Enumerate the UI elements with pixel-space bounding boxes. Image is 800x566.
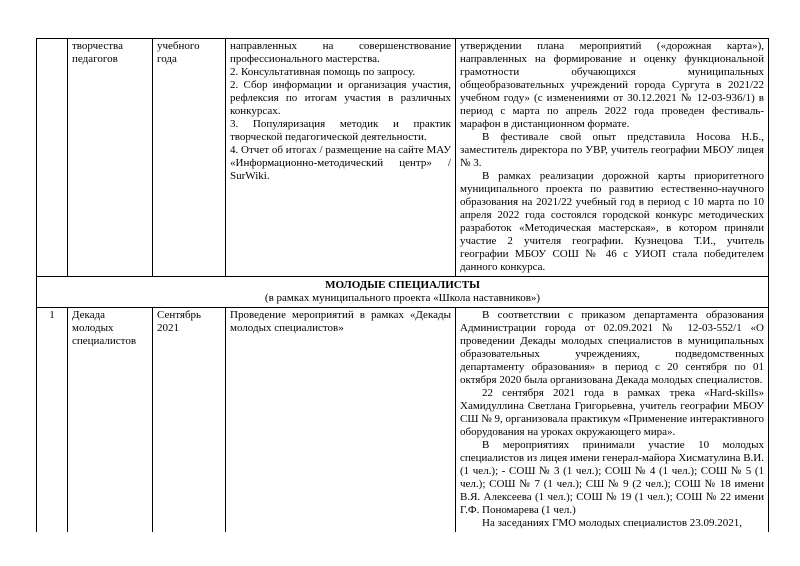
activity-paragraph: направленных на совершенствование профессионального мастерства. [230,40,451,65]
activity-paragraph: Проведение мероприятий в рамках «Декады молодых специалистов» [230,309,451,334]
cell-result [456,308,769,533]
table-row-1 [37,308,769,533]
report-table [36,38,769,532]
cell-row-number: 1 [37,308,68,533]
section-header-row [37,277,769,308]
result-paragraph: В соответствии с приказом департамента образования Администрации города от 02.09.2021 № 12-03-552/1 «О проведении Декады молодых специалистов в муниципальных образовательных учреждениях, подведомственных департаменту образования» в период с 20 сентября по 01 октября 2020 была организована Декада молодых специалистов. [460,309,764,386]
result-paragraph: На заседаниях ГМО молодых специалистов 23.09.2021, [482,517,743,529]
result-paragraph: В рамках реализации дорожной карты приоритетного муниципального проекта по развитию естественно-научного образования на 2021/22 учебный год в период с 10 марта по 10 апреля 2022 года состоялся городской конкурс методических разработок «Методическая мастерская», в котором приняли участие 2 учителя географии. Кузнецова Т.И., учитель географии МБОУ СОШ № 46 с УИОП стала победителем данного конкурса. [460,170,764,273]
activity-paragraph: 2. Консультативная помощь по запросу. [230,66,416,78]
cell-direction: творчества педагогов [68,39,153,277]
cell-row-number [37,39,68,277]
result-paragraph: В мероприятиях принимали участие 10 молодых специалистов из лицея имени генерал-майора Хисматулина В.И. (1 чел.); - СОШ № 3 (1 чел.); СОШ № 4 (1 чел.); СОШ № 5 (1 чел.); СОШ № 7 (1 чел.); СШ № 9 (2 чел.); СОШ № 18 имени В.Я. Алексеева (1 чел.); СОШ № 19 (1 чел.); СОШ № 22 имени Г.Ф. Пономарева (1 чел.) [460,439,764,516]
cell-period: учебного года [153,39,226,277]
cell-activities [226,39,456,277]
table-row-continuation [37,39,769,277]
section-subtitle: (в рамках муниципального проекта «Школа наставников») [264,292,541,304]
result-paragraph: В фестивале свой опыт представила Носова Н.Б., заместитель директора по УВР, учитель географии МБОУ лицея № 3. [460,131,764,169]
result-paragraph: 22 сентября 2021 года в рамках трека «Hard-skills» Хамидуллина Светлана Григорьевна, учитель географии МБОУ СШ № 9, организовала практикум «Применение интерактивного оборудования на уроках окружающего мира». [460,387,764,438]
cell-event-name: Декада молодых специалистов [68,308,153,533]
result-paragraph: утверждении плана мероприятий («дорожная карта»), направленных на формирование и оценку функциональной грамотности обучающихся муниципальных общеобразовательных учреждений города Сургута в 2021/22 учебном году» (с изменениями от 30.12.2021 № 12-03-936/1) в период с марта по апрель 2022 года проведен фестиваль-марафон в дистанционном формате. [460,40,764,130]
section-title: МОЛОДЫЕ СПЕЦИАЛИСТЫ [325,279,480,291]
cell-period: Сентябрь 2021 [153,308,226,533]
activity-paragraph: 3. Популяризация методик и практик творческой педагогической деятельности. [230,118,451,143]
cell-activities [226,308,456,533]
activity-paragraph: 4. Отчет об итогах / размещение на сайте МАУ «Информационно-методический центр» / SurWiki. [230,144,451,182]
cell-result [456,39,769,277]
section-header-cell [37,277,769,308]
activity-paragraph: 2. Сбор информации и организация участия, рефлексия по итогам участия в различных конкурсах. [230,79,451,117]
